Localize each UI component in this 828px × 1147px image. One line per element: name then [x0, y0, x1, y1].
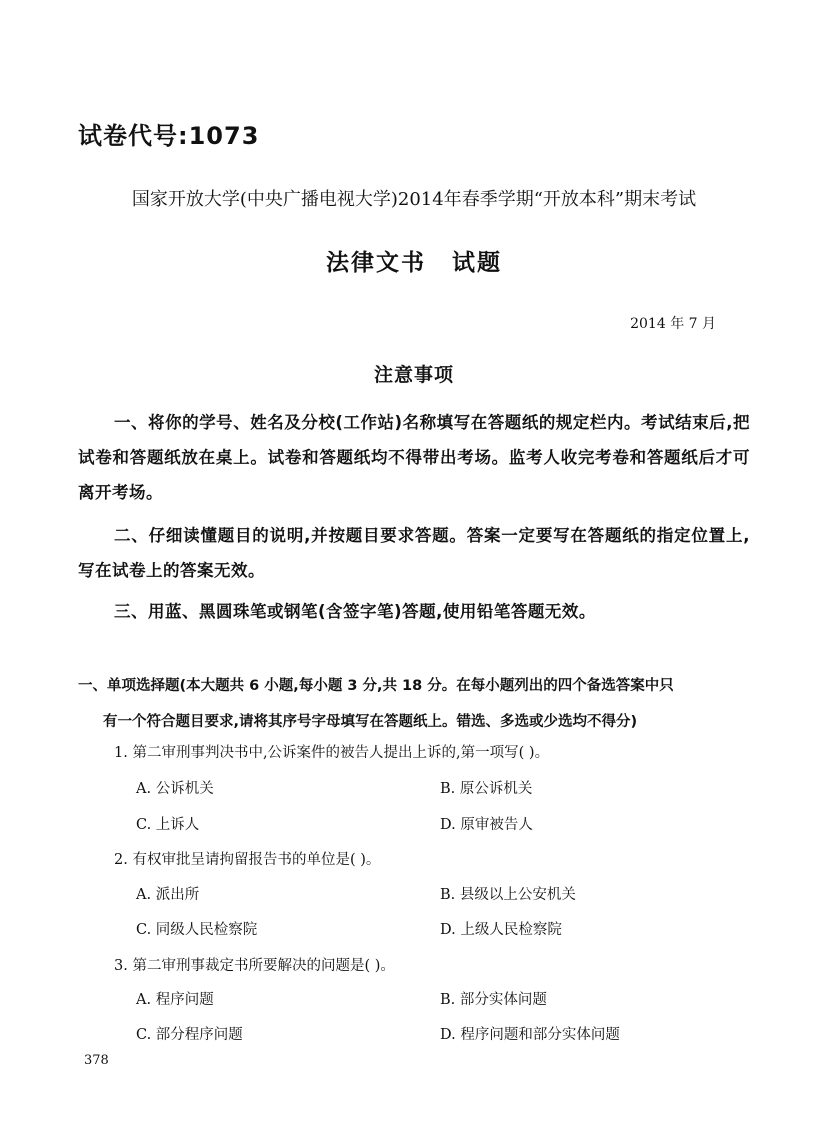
section-1-instructions [78, 668, 758, 740]
question-3-option-a: A. 程序问题 [136, 992, 214, 1008]
notice-item-3: 三、用蓝、黑圆珠笔或钢笔(含签字笔)答题,使用铅笔答题无效。 [114, 602, 596, 621]
question-1-option-a: A. 公诉机关 [136, 781, 214, 797]
title-subject: 法律文书 [326, 250, 426, 276]
notice-heading: 注意事项 [373, 364, 454, 386]
question-2-option-a: A. 派出所 [136, 887, 200, 903]
section-1-line-1: 一、单项选择题(本大题共 6 小题,每小题 3 分,共 18 分。在每小题列出的四个备选答案中只 [78, 678, 674, 694]
section-1-line-2: 有一个符合题目要求,请将其序号字母填写在答题纸上。错选、多选或少选均不得分) [103, 714, 638, 730]
exam-name: 国家开放大学(中央广播电视大学)2014年春季学期“开放本科”期末考试 [131, 189, 697, 210]
question-2-option-c: C. 同级人民检察院 [136, 922, 258, 938]
title-suffix: 试题 [452, 250, 502, 276]
question-1-option-d: D. 原审被告人 [440, 817, 533, 833]
question-2-stem: 2. 有权审批呈请拘留报告书的单位是( )。 [114, 852, 381, 868]
question-1-stem: 1. 第二审刑事判决书中,公诉案件的被告人提出上诉的,第一项写( )。 [114, 745, 550, 761]
question-3-option-d: D. 程序问题和部分实体问题 [440, 1027, 620, 1043]
question-2-option-d: D. 上级人民检察院 [440, 922, 562, 938]
exam-date: 2014 年 7 月 [630, 316, 716, 332]
paper-title [0, 244, 828, 277]
question-2-option-b: B. 县级以上公安机关 [440, 887, 576, 903]
notice-item-2: 二、仔细读懂题目的说明,并按题目要求答题。答案一定要写在答题纸的指定位置上,写在试卷上的答案无效。 [78, 526, 750, 580]
page-number: 378 [84, 1053, 109, 1068]
paper-code: 试卷代号:1073 [78, 122, 260, 150]
question-1-option-b: B. 原公诉机关 [440, 781, 533, 797]
question-3-option-c: C. 部分程序问题 [136, 1027, 243, 1043]
notice-item-1: 一、将你的学号、姓名及分校(工作站)名称填写在答题纸的规定栏内。考试结束后,把试卷和答题纸放在桌上。试卷和答题纸均不得带出考场。监考人收完考卷和答题纸后才可离开考场。 [78, 413, 750, 502]
question-3-option-b: B. 部分实体问题 [440, 992, 547, 1008]
question-1-option-c: C. 上诉人 [136, 817, 200, 833]
question-3-stem: 3. 第二审刑事裁定书所要解决的问题是( )。 [114, 958, 395, 974]
